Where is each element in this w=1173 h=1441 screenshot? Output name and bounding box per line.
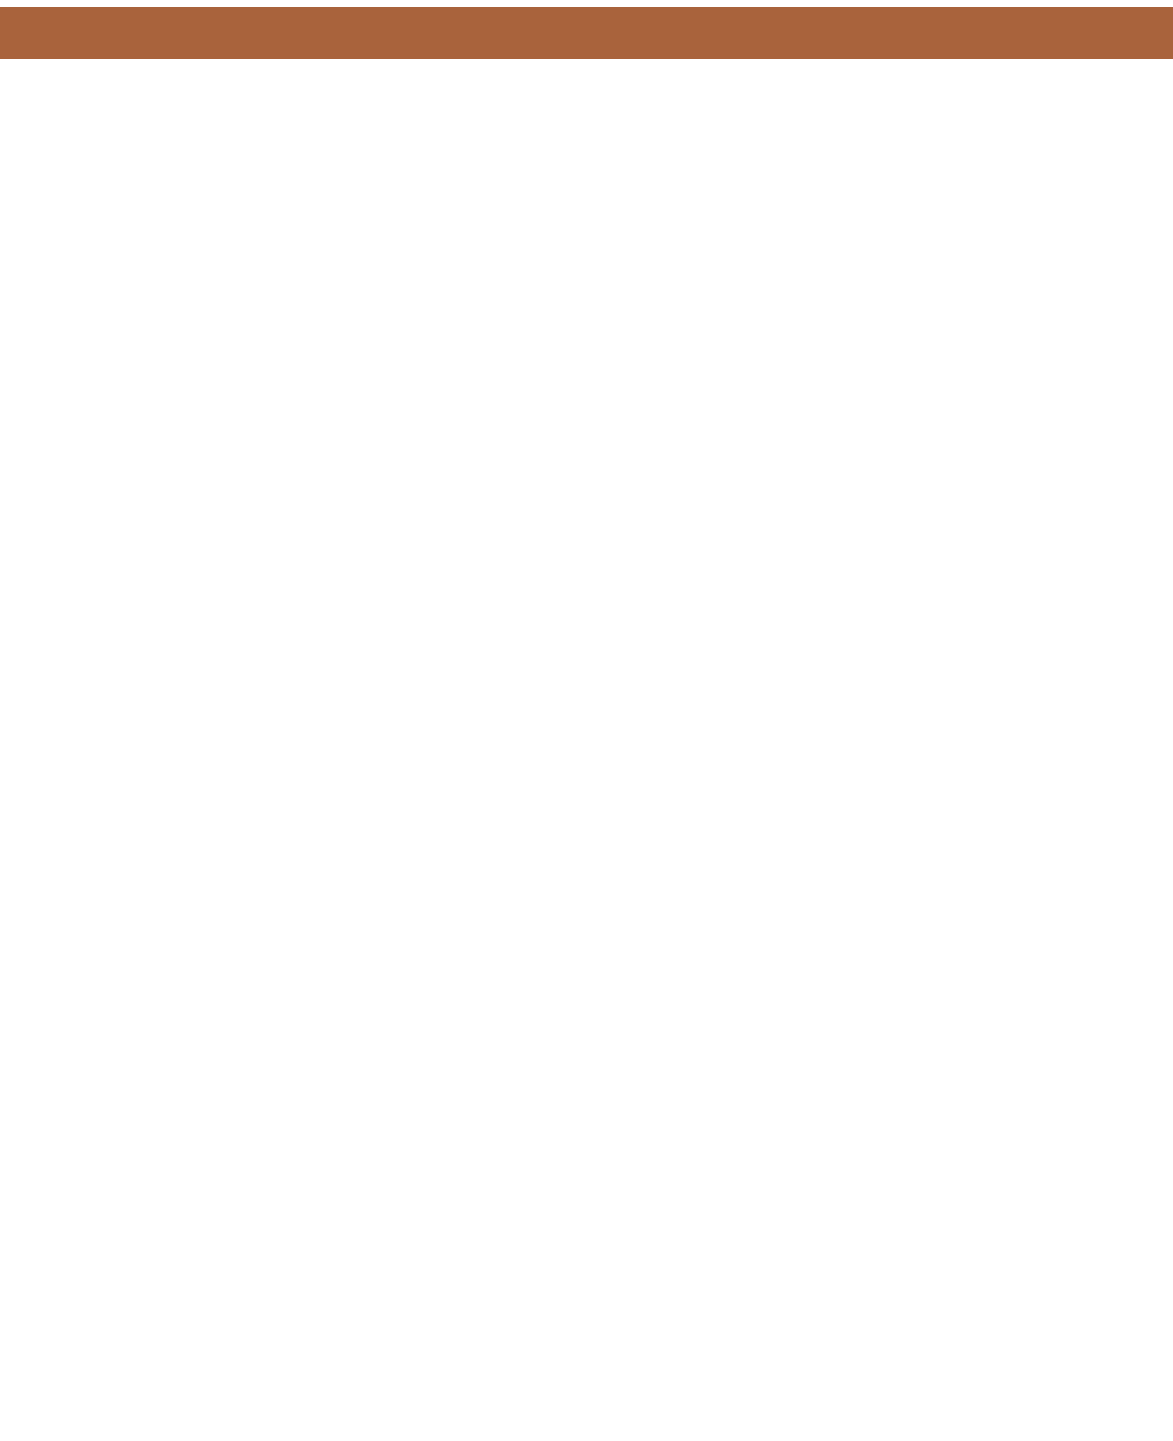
page-banner [0,7,1173,59]
